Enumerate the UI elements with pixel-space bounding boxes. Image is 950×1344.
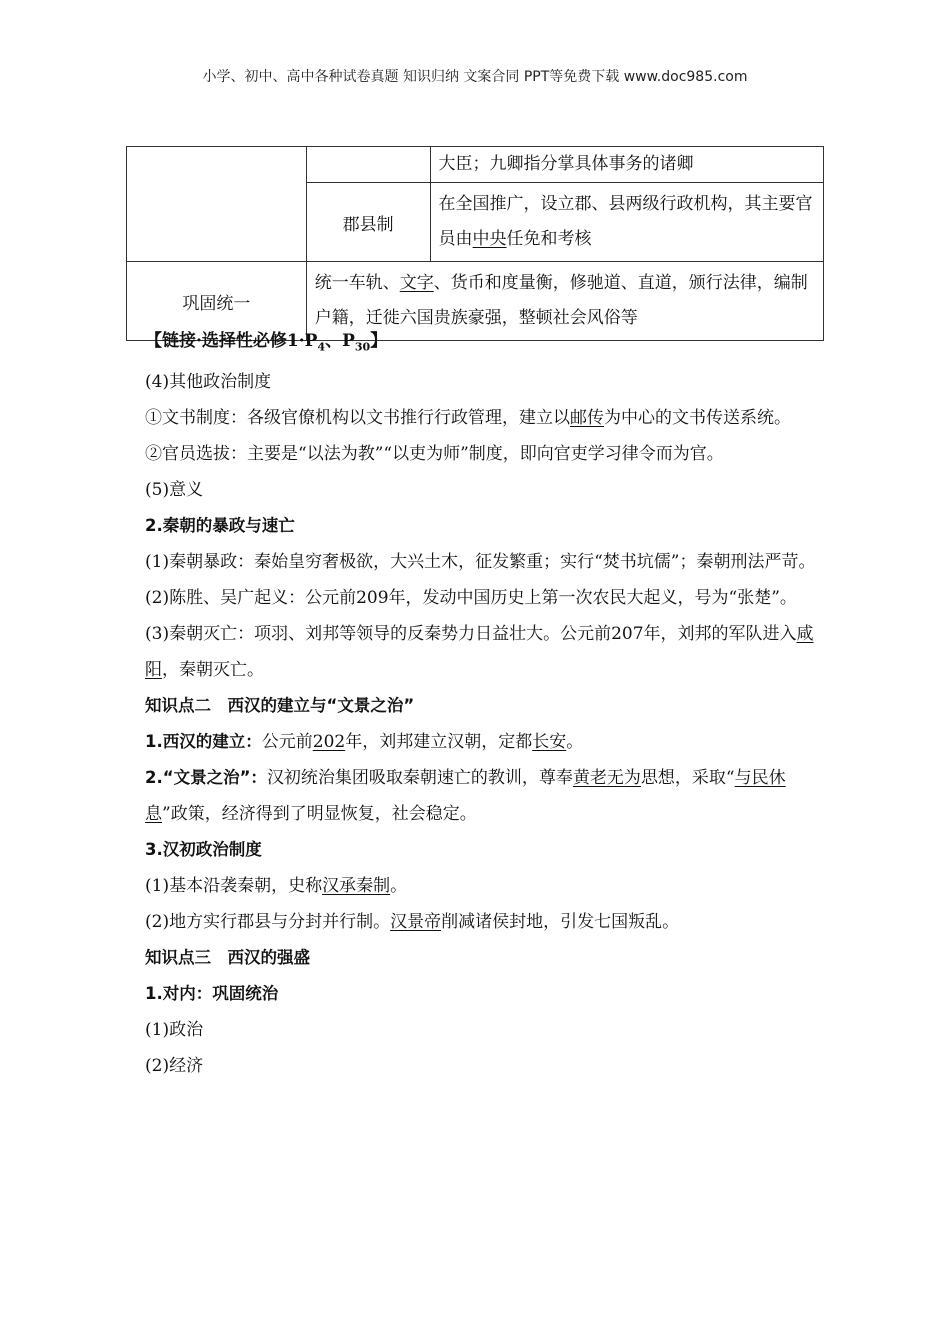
underlined-term: 文字 bbox=[399, 273, 434, 293]
underlined-term: 与民休息 bbox=[145, 768, 786, 825]
text: ①文书制度：各级官僚机构以文书推行行政管理，建立以 bbox=[145, 408, 570, 429]
text: 任免和考核 bbox=[506, 229, 592, 249]
text: 。 bbox=[390, 876, 408, 897]
underlined-term: 202 bbox=[312, 732, 346, 753]
underlined-term: 邮传 bbox=[570, 408, 604, 429]
text: 汉初统治集团吸取秦朝速亡的教训，尊奉 bbox=[266, 768, 573, 789]
paragraph bbox=[145, 724, 820, 760]
paragraph: (2)经济 bbox=[145, 1056, 204, 1077]
text: 公元前 bbox=[261, 732, 313, 753]
paragraph: ②官员选拔：主要是“以法为教”“以吏为师”制度，即向官吏学习律令而为官。 bbox=[145, 444, 724, 465]
section-heading: 知识点二 西汉的建立与“文景之治” bbox=[145, 696, 415, 716]
paragraph bbox=[145, 904, 820, 940]
text: 、P bbox=[325, 331, 355, 351]
table-cell-empty bbox=[306, 147, 430, 183]
paragraph bbox=[145, 400, 820, 436]
underlined-term: 咸阳 bbox=[145, 624, 814, 681]
paragraph bbox=[145, 760, 820, 832]
underlined-term: 长安 bbox=[532, 732, 567, 753]
paragraph: (5)意义 bbox=[145, 480, 204, 501]
system-table bbox=[126, 146, 824, 341]
table-cell-empty bbox=[127, 147, 307, 262]
table-cell-label: 巩固统一 bbox=[127, 262, 307, 341]
section-heading: 3.汉初政治制度 bbox=[145, 840, 262, 860]
paragraph: (4)其他政治制度 bbox=[145, 372, 272, 393]
underlined-term: 中央 bbox=[472, 229, 507, 249]
page-header: 小学、初中、高中各种试卷真题 知识归纳 文案合同 PPT等免费下载 www.doc985.com bbox=[202, 69, 748, 85]
table-row bbox=[127, 147, 824, 183]
table-cell bbox=[430, 183, 823, 262]
text: 。 bbox=[566, 732, 584, 753]
text: 、货币和度量衡，修驰道、直道，颁行法律，编制户籍，迁徙六国贵族豪强，整顿社会风俗等 bbox=[314, 273, 808, 328]
text: ，秦朝灭亡。 bbox=[162, 660, 264, 681]
underlined-term: 黄老无为 bbox=[572, 768, 641, 789]
text: (3)秦朝灭亡：项羽、刘邦等领导的反秦势力日益壮大。公元前207年，刘邦的军队进入 bbox=[145, 624, 797, 645]
section-heading: 1.对内：巩固统治 bbox=[145, 984, 279, 1004]
text: 为中心的文书传送系统。 bbox=[604, 408, 791, 429]
subscript: 4 bbox=[317, 340, 326, 354]
section-heading: 知识点三 西汉的强盛 bbox=[145, 948, 310, 968]
text: 削减诸侯封地，引发七国叛乱。 bbox=[441, 912, 680, 933]
underlined-term: 汉承秦制 bbox=[322, 876, 391, 897]
text: 在全国推广，设立郡、县两级行政机构，其主要官员由 bbox=[438, 194, 813, 249]
text: ”政策，经济得到了明显恢复，社会稳定。 bbox=[162, 804, 477, 825]
text: 统一车轨、 bbox=[314, 273, 400, 293]
link-reference bbox=[145, 324, 820, 364]
table-cell-label: 郡县制 bbox=[306, 183, 430, 262]
subscript: 30 bbox=[354, 340, 371, 354]
text: 年，刘邦建立汉朝，定都 bbox=[345, 732, 533, 753]
text: (1)基本沿袭秦朝，史称 bbox=[145, 876, 323, 897]
paragraph: (1)秦朝暴政：秦始皇穷奢极欲，大兴土木，征发繁重；实行“焚书坑儒”；秦朝刑法严苛。 bbox=[145, 552, 816, 573]
underlined-term: 汉景帝 bbox=[390, 912, 442, 933]
subheading: 1.西汉的建立： bbox=[145, 732, 262, 752]
paragraph bbox=[145, 868, 820, 904]
table-cell: 大臣；九卿指分掌具体事务的诸卿 bbox=[430, 147, 823, 183]
text: 【链接·选择性必修1·P bbox=[145, 331, 318, 351]
subheading: 2.“文景之治”： bbox=[145, 768, 267, 788]
document-body bbox=[145, 324, 820, 1084]
paragraph: (1)政治 bbox=[145, 1020, 204, 1041]
text: (2)地方实行郡县与分封并行制。 bbox=[145, 912, 391, 933]
text: 思想，采取“ bbox=[640, 768, 735, 789]
text: 】 bbox=[370, 331, 388, 351]
paragraph: (2)陈胜、吴广起义：公元前209年，发动中国历史上第一次农民大起义，号为“张楚”。 bbox=[145, 588, 797, 609]
paragraph bbox=[145, 616, 820, 688]
section-heading: 2.秦朝的暴政与速亡 bbox=[145, 516, 295, 536]
